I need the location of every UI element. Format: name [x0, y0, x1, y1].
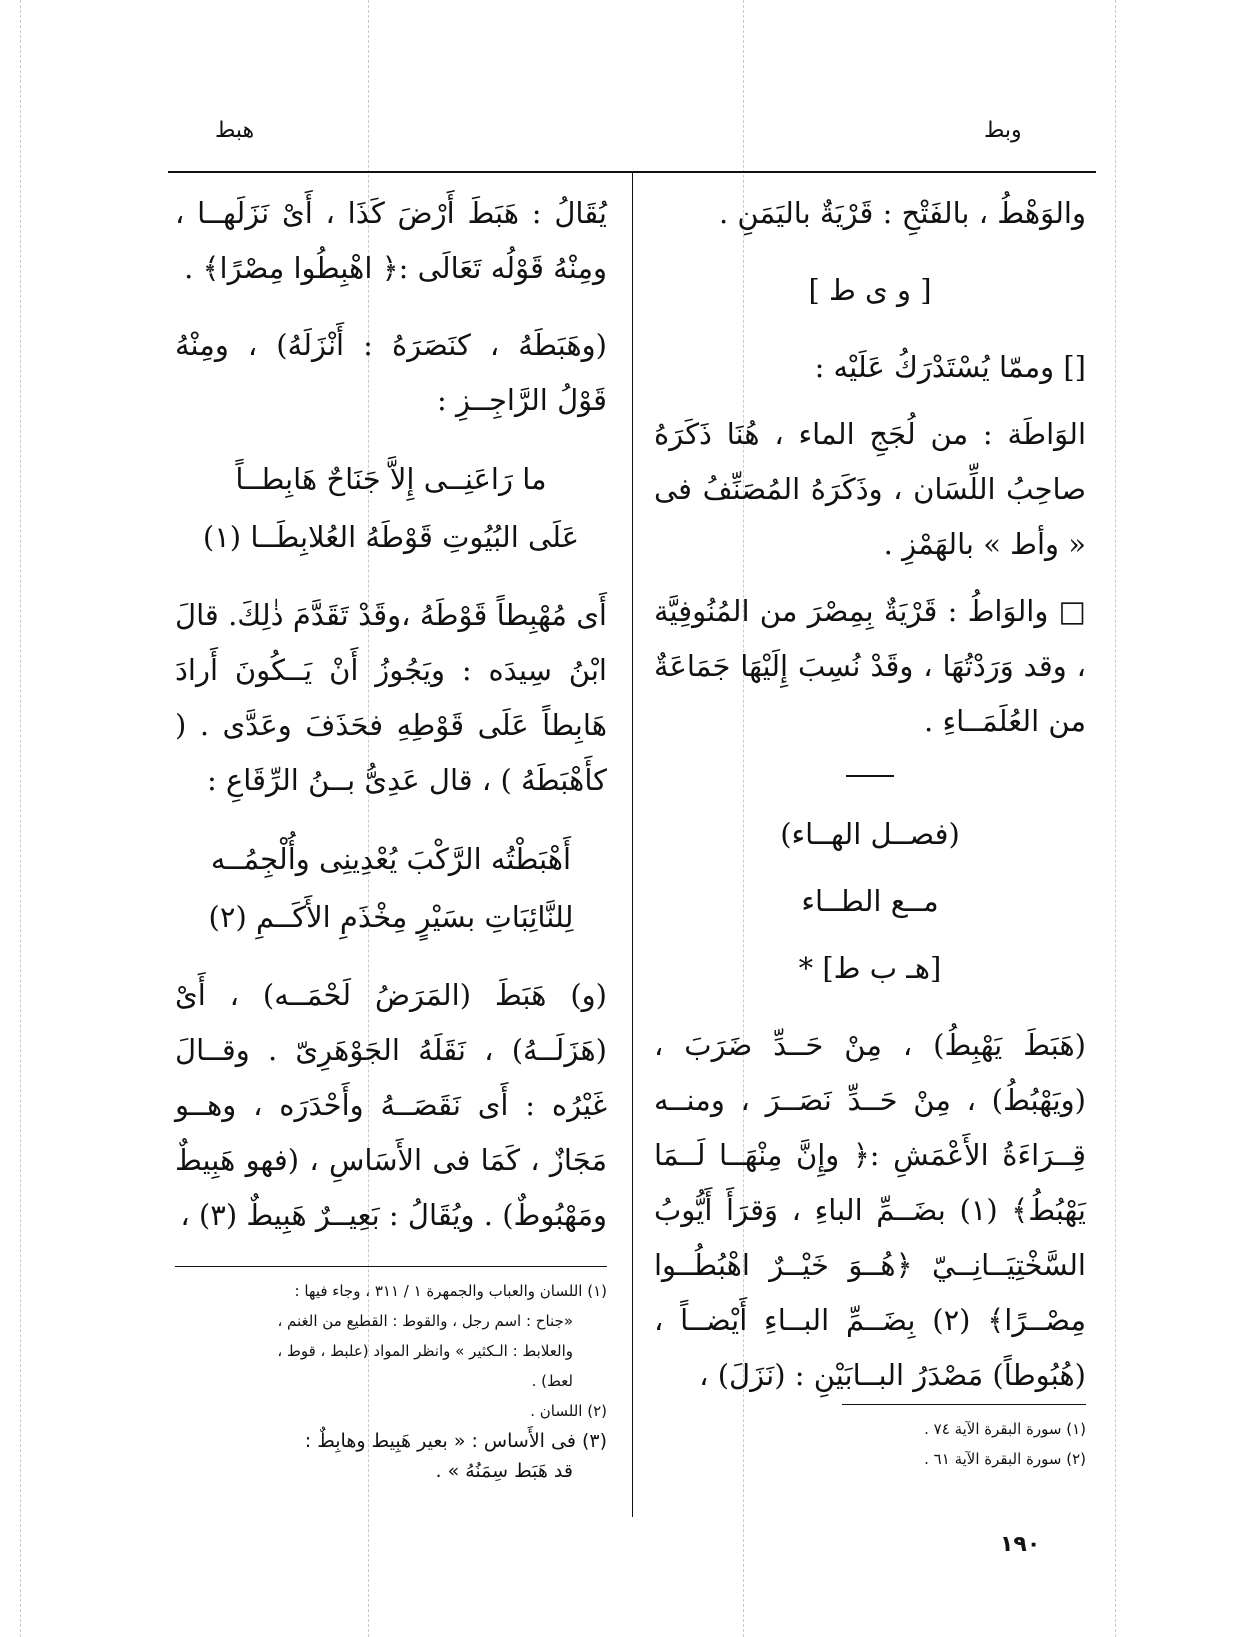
verse-line: ما رَاعَنِــى إِلاَّ جَنَاحٌ هَابِطــاً	[235, 462, 547, 496]
footnote: (٣) فى الأَساس : « بعير هَبِيط وهابِطٌ :	[304, 1430, 607, 1452]
footnote: «جناح : اسم رجل ، والقوط : القطيع من الغنم ،	[277, 1312, 573, 1330]
left-column	[175, 186, 607, 1243]
right-guide-word: وبط	[984, 118, 1022, 143]
footnote: (٢) سورة البقرة الآية ٦١ .	[924, 1450, 1086, 1468]
left-footnote-rule	[175, 1266, 607, 1267]
entry-wat: □ والوَاطُ : قَرْيَةٌ بِمِصْرَ من المُنُوفِيَّة ، وقد وَرَدْتُهَا ، وقَدْ نُسِبَ إِلَيْهَا جَمَاعَةٌ من العُلَمَــاءِ .	[654, 594, 1086, 738]
footnote: (١) اللسان والعباب والجمهرة ١ / ٣١١ ، وجاء فيها :	[294, 1282, 607, 1300]
scan-guide-line	[1115, 0, 1116, 1637]
scan-guide-line	[20, 0, 21, 1637]
root-heading-hbt: [هـ ب ط] *	[798, 951, 942, 985]
poem-verse	[175, 450, 607, 566]
addendum-intro: [] وممّا يُسْتَدْرَكُ عَلَيْه :	[814, 350, 1086, 384]
root-heading-wyt: [ و ى ط ]	[808, 273, 932, 307]
chapter-heading: (فصــل الهــاء)	[780, 817, 960, 851]
entry-commentary: أَى مُهْبِطاً قَوْطَهُ ،وقَدْ تَقَدَّمَ ذٰلِكَ. قالَ ابْنُ سِيدَه : ويَجُوزُ أَنْ يَــكُونَ أَرادَ هَابِطاً عَلَى قَوْطِهِ فحَذَفَ وعَدَّى . ( كأَهْبَطَهُ ) ، قال عَدِىُّ بــنُ الرِّقَاعِ :	[175, 598, 607, 797]
right-footnotes	[700, 1414, 1086, 1474]
entry-marad: (و) هَبَطَ (المَرَضُ لَحْمَــه) ، أَىْ (هَزَلَــهُ) ، نَقَلَهُ الجَوْهَرِىّ . وقــالَ غَيْرُه : أَى نَقَصَــهُ وأَحْدَرَه ، وهــو مَجَازٌ ، كَمَا فى الأَسَاسِ ، (فهو هَبِيطٌ ومَهْبُوطٌ) . ويُقَالُ : بَعِيــرٌ هَبِيطٌ (٣) ،	[175, 978, 607, 1232]
left-footnotes	[175, 1276, 607, 1486]
footnote: (١) سورة البقرة الآية ٧٤ .	[924, 1420, 1086, 1438]
footnote: قد هَبَط سِمَنُهُ » .	[435, 1460, 573, 1482]
left-guide-word: هبط	[215, 118, 255, 143]
entry-wahṭ: والوَهْطُ ، بالفَتْحِ : قَرْيَةٌ باليَمَنِ .	[718, 196, 1086, 230]
entry-habata: (هَبَطَ يَهْبِطُ) ، مِنْ حَــدِّ ضَرَبَ ، (ويَهْبُطُ) ، مِنْ حَــدِّ نَصَــرَ ، ومنــه قِــرَاءَةُ الأَعْمَشِ :﴿ وإِنَّ مِنْهَــا لَــمَا يَهْبُطُ﴾ (١) بضَــمِّ الباءِ ، وَقرَأَ أَيُّوبُ السَّخْتِيَــانِــيّ ﴿هُــوَ خَيْــرٌ اهْبُطُــوا مِصْــرًا﴾ (٢) بِضَــمِّ البــاءِ أَيْضــاً ، (هُبُوطاً) مَصْدَرُ البــابَيْنِ : (نَزَلَ) ،	[654, 1028, 1086, 1392]
chapter-subheading: مــع الطــاء	[801, 884, 939, 918]
section-separator	[846, 775, 894, 777]
entry-wata: الوَاطَة : من لُجَجِ الماء ، هُنَا ذَكَرَهُ صاحِبُ اللِّسَان ، وذَكَرَهُ المُصَنِّفُ فى « وأط » بالهَمْزِ .	[654, 417, 1086, 561]
verse-line: عَلَى البُيُوتِ قَوْطَهُ العُلابِطَــا (١)	[202, 520, 580, 554]
entry-continuation: يُقَالُ : هَبَطَ أَرْضَ كَذَا ، أَىْ نَزَلَهــا ، ومِنْهُ قَوْلُه تَعَالَى :﴿ اهْبِطُوا مِصْرًا﴾ .	[175, 196, 607, 285]
column-divider	[632, 172, 633, 1517]
verse-line: أَهْبَطْتُه الرَّكْبَ يُعْدِينِى وأُلْجِمُــه	[210, 842, 572, 876]
footnote: والعلابط : الـكثير » وانظر المواد (علبط ، قوط ،	[277, 1342, 573, 1360]
poem-verse	[175, 830, 607, 946]
verse-line: لِلنَّائِبَاتِ بسَيْرٍ مِخْذَمِ الأَكَــمِ (٢)	[208, 900, 574, 934]
entry-habatahu: (وهَبَطَهُ ، كنَصَرَهُ : أَنْزَلَهُ) ، ومِنْهُ قَوْلُ الرَّاجِــزِ :	[175, 328, 607, 417]
right-footnote-rule	[842, 1404, 1086, 1405]
footnote: (٢) اللسان .	[530, 1402, 607, 1420]
page-number: ١٩٠	[1000, 1532, 1041, 1557]
right-column	[654, 186, 1086, 1403]
footnote: لعط) .	[531, 1372, 573, 1390]
